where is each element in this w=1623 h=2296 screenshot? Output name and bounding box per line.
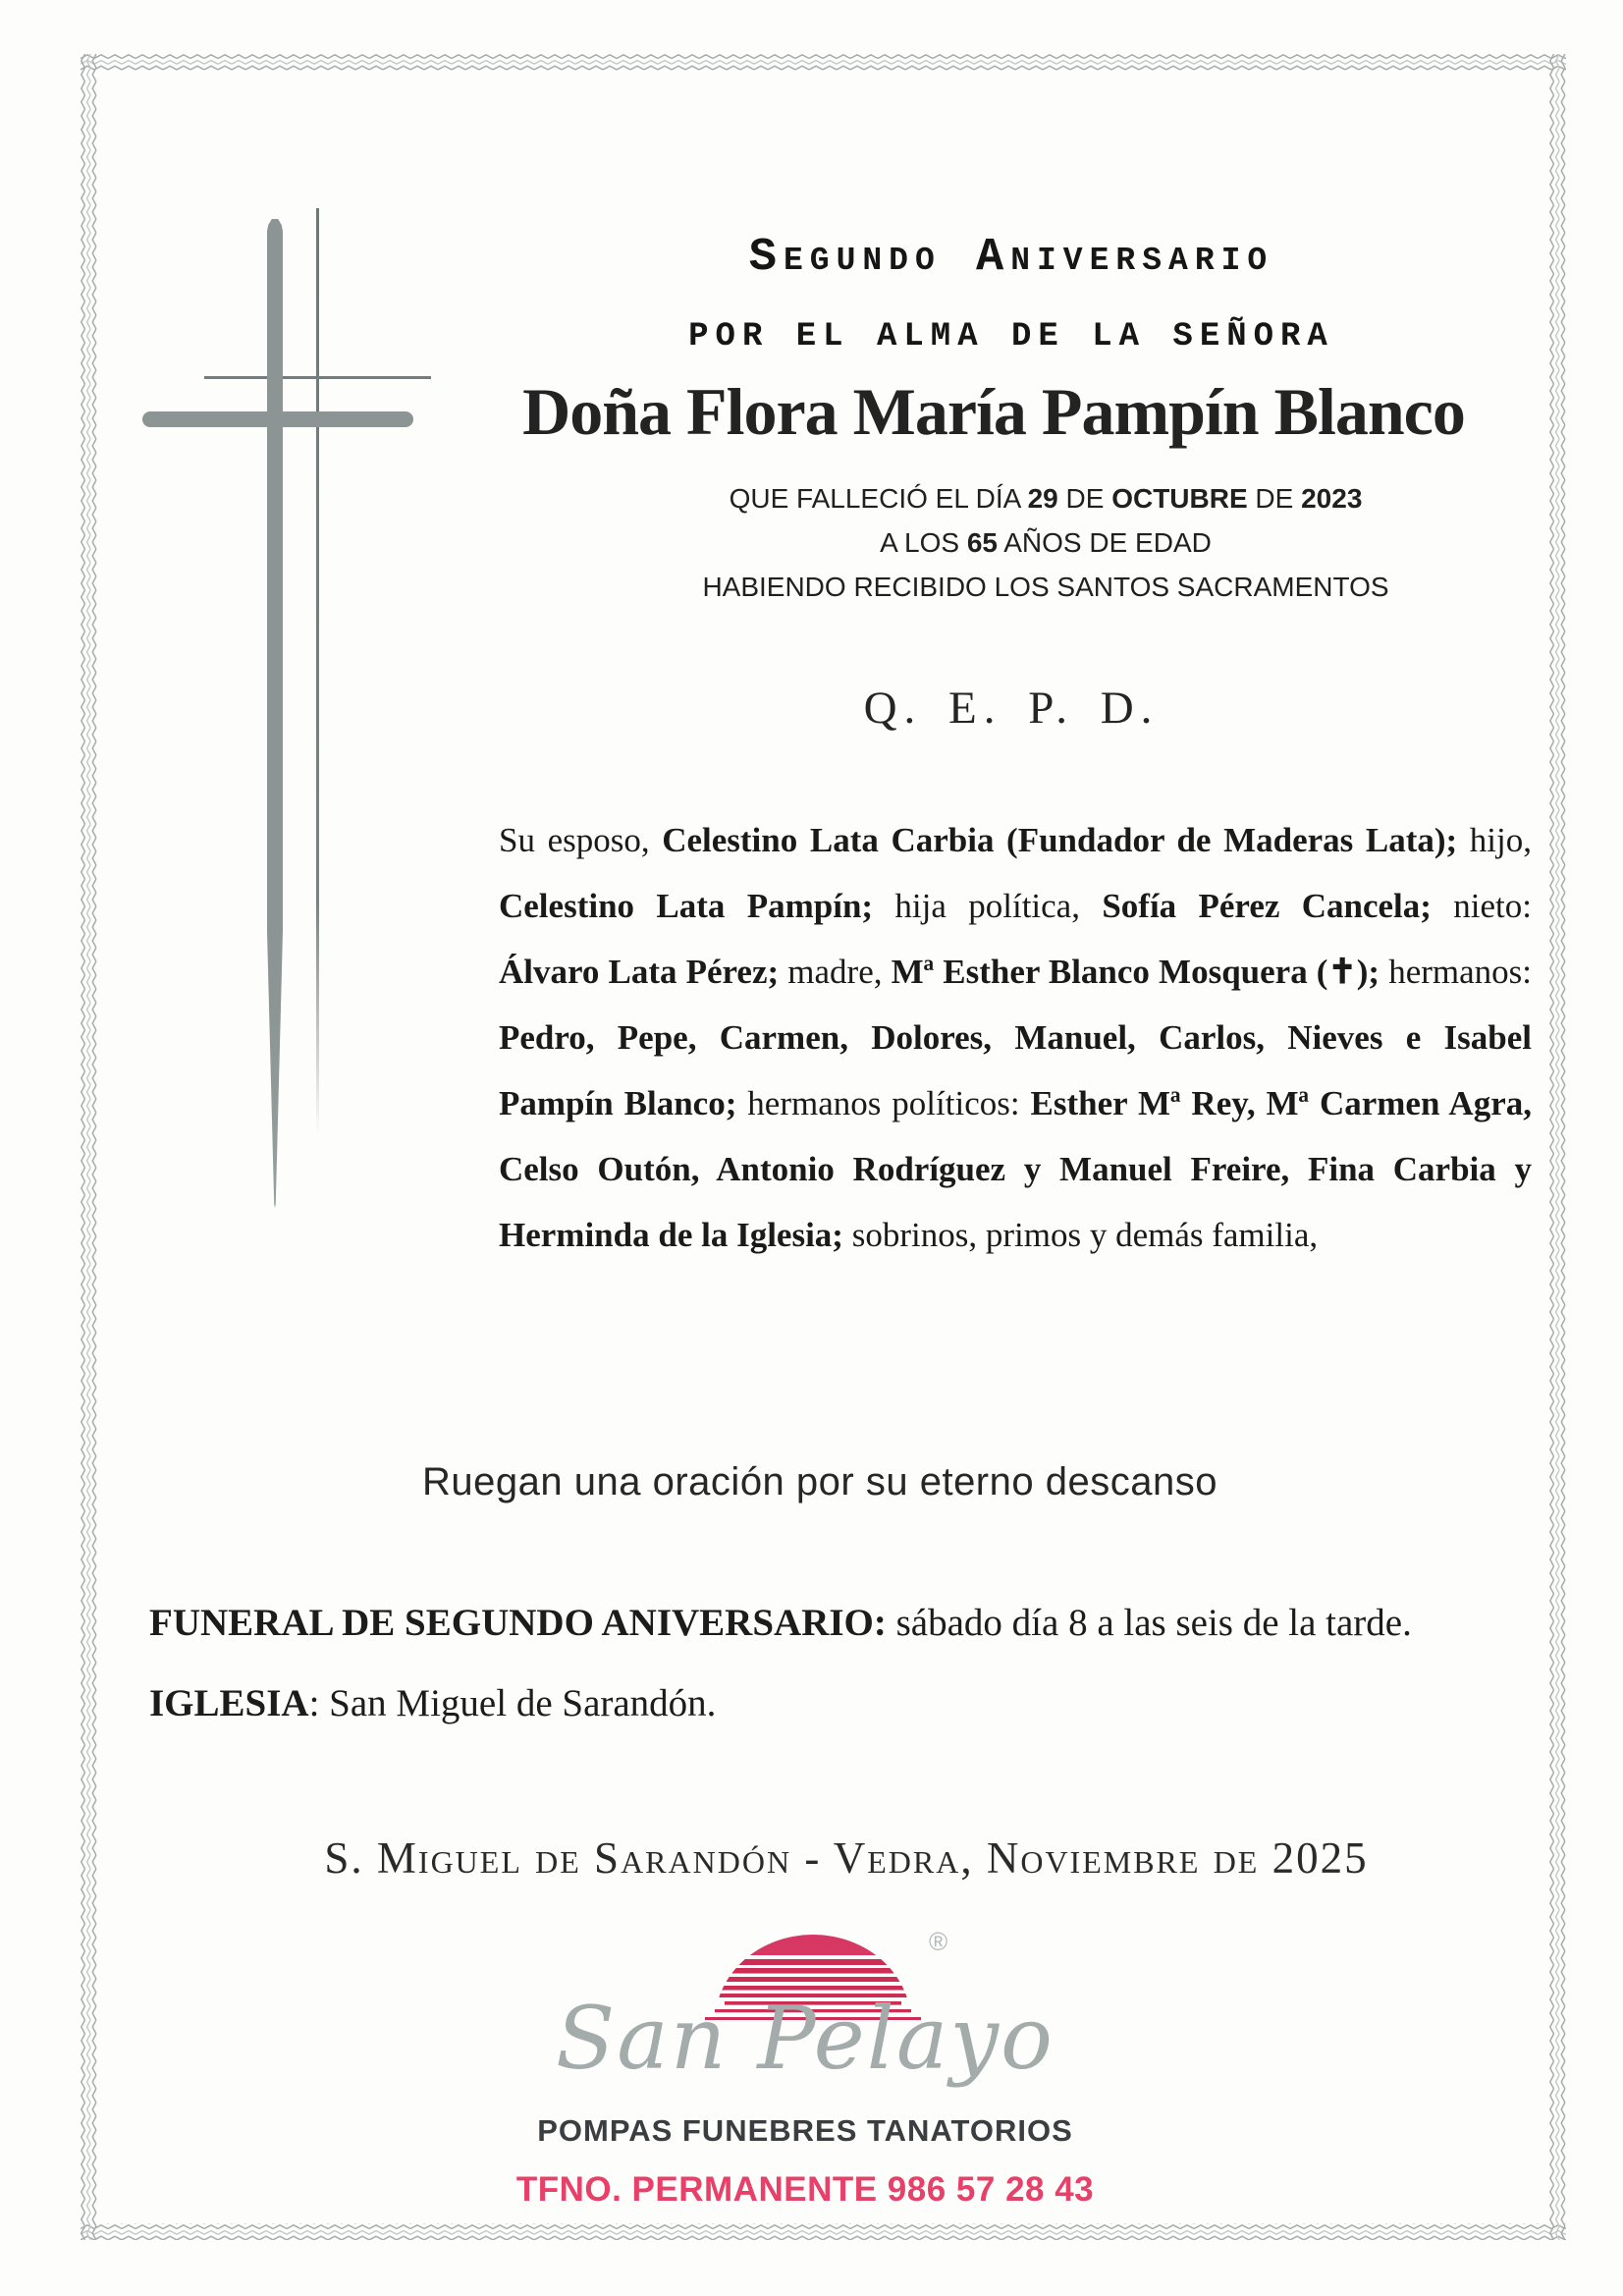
family-paragraph: Su esposo, Celestino Lata Carbia (Fundador de Maderas Lata); hijo, Celestino Lata Pampín; hija política, Sofía Pérez Cancela; nieto: Álvaro Lata Pérez; madre, Mª Esther Blanco Mosquera (✝); hermanos: Pedro, Pepe, Carmen, Dolores, Manuel, Carlos, Nieves e Isabel Pampín Blanco; hermanos políticos: Esther Mª Rey, Mª Carmen Agra, Celso Outón, Antonio Rodríguez y Manuel Freire, Fina Carbia y Herminda de la Iglesia; sobrinos, primos y demás familia, xyxy=(499,821,1533,1254)
age-line: A LOS 65 AÑOS DE EDAD xyxy=(880,527,1212,558)
phone-line: TFNO. PERMANENTE 986 57 28 43 xyxy=(515,2170,1095,2209)
registered-trademark: ® xyxy=(929,1927,948,1956)
cross-thin-vertical xyxy=(316,208,319,1136)
closing-place-date-line: S. Miguel de Sarandón - Vedra, Noviembre de 2025 xyxy=(324,1833,1369,1883)
deceased-name: Doña Flora María Pampín Blanco xyxy=(522,374,1465,449)
death-date-line: QUE FALLECIÓ EL DÍA 29 DE OCTUBRE DE 2023 xyxy=(729,483,1363,514)
anniversary-title: Segundo Aniversario xyxy=(748,232,1274,284)
sacraments-line: HABIENDO RECIBIDO LOS SANTOS SACRAMENTOS xyxy=(702,572,1389,602)
border-left xyxy=(81,54,97,2240)
border-top xyxy=(81,54,1566,71)
border-right xyxy=(1549,54,1566,2240)
cross-thin-horizontal xyxy=(204,376,431,379)
cross-thick-horizontal xyxy=(142,411,413,427)
brand-script: San Pelayo xyxy=(555,1988,1055,2089)
funeral-home-tagline: POMPAS FUNEBRES TANATORIOS xyxy=(537,2113,1073,2148)
prayer-line: Ruegan una oración por su eterno descanso xyxy=(422,1460,1217,1503)
border-bottom xyxy=(81,2223,1566,2240)
soul-subtitle: POR EL ALMA DE LA SEÑORA xyxy=(688,318,1334,355)
qepd-abbreviation: Q. E. P. D. xyxy=(863,683,1160,734)
funeral-schedule-line: FUNERAL DE SEGUNDO ANIVERSARIO: sábado día 8 a las seis de la tarde. xyxy=(149,1602,1412,1644)
church-line: IGLESIA: San Miguel de Sarandón. xyxy=(149,1682,717,1724)
